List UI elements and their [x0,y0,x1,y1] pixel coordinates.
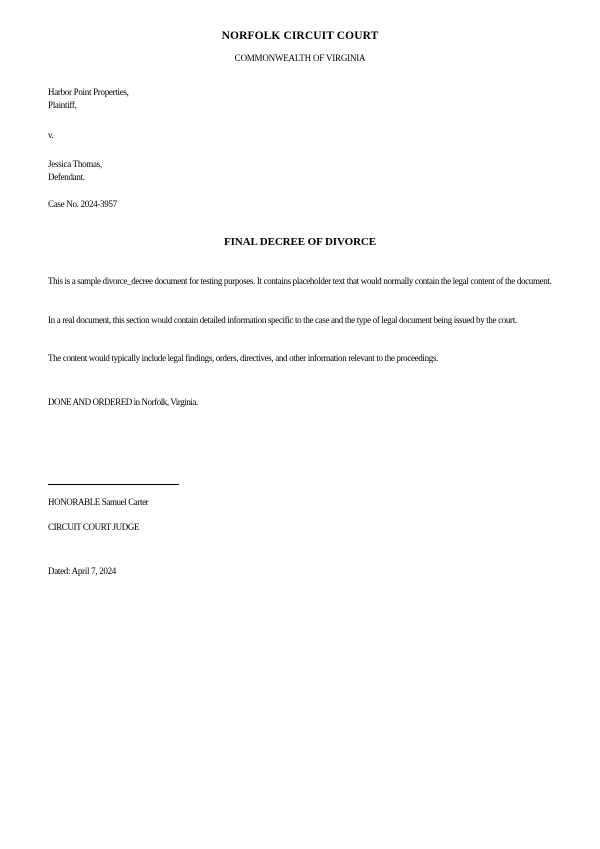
done-and-ordered: DONE AND ORDERED in Norfolk, Virginia. [48,397,198,407]
plaintiff-name: Harbor Point Properties, [48,87,129,97]
defendant-role: Defendant. [48,172,85,182]
jurisdiction: COMMONWEALTH OF VIRGINIA [234,53,366,63]
plaintiff-block [48,86,129,112]
versus-label: v. [48,130,54,140]
signature-line [48,484,179,485]
plaintiff-role: Plaintiff, [48,100,77,110]
judge-name: HONORABLE Samuel Carter [48,497,149,507]
defendant-block [48,158,102,184]
judge-title: CIRCUIT COURT JUDGE [48,522,140,532]
defendant-name: Jessica Thomas, [48,159,102,169]
case-number: Case No. 2024-3957 [48,199,117,209]
dated-line: Dated: April 7, 2024 [48,566,116,576]
body-paragraph: The content would typically include legal findings, orders, directives, and other information relevant to the proceedings. [48,353,438,363]
body-paragraph: This is a sample divorce_decree document for testing purposes. It contains placeholder text that would normally contain the legal content of the document. [48,276,552,286]
document-title: FINAL DECREE OF DIVORCE [223,236,376,248]
body-paragraph: In a real document, this section would contain detailed information specific to the case and the type of legal document being issued by the court. [48,315,517,325]
court-name: NORFOLK CIRCUIT COURT [221,30,379,42]
